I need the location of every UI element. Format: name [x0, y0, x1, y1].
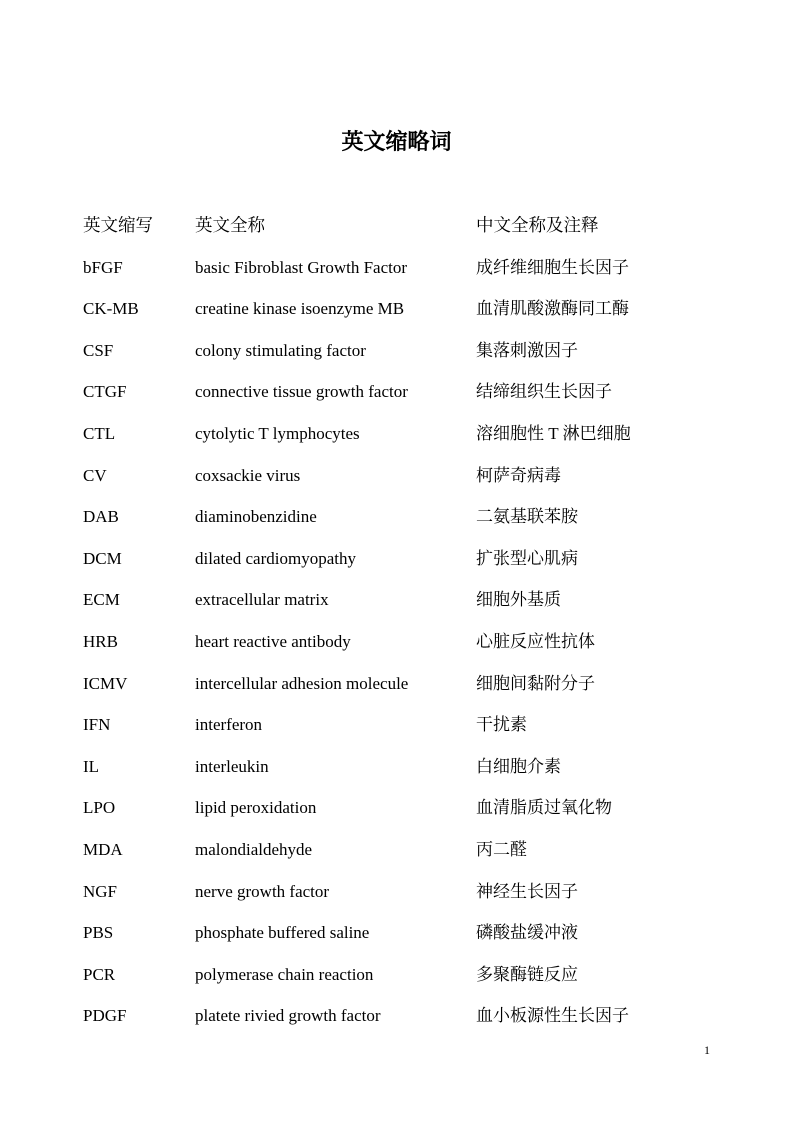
english-full-name-cell: dilated cardiomyopathy [195, 548, 356, 568]
english-full-name-cell: connective tissue growth factor [195, 382, 408, 402]
header-english-full-name: 英文全称 [195, 215, 265, 235]
table-row [83, 330, 723, 372]
chinese-name-cell: 磷酸盐缓冲液 [476, 923, 578, 943]
chinese-name-cell: 血小板源性生长因子 [476, 1006, 629, 1026]
table-row [83, 496, 723, 538]
table-row [83, 871, 723, 913]
abbreviation-cell: NGF [83, 881, 118, 901]
table-row [83, 787, 723, 829]
table-body [83, 247, 723, 1037]
english-full-name-cell: interleukin [195, 756, 269, 776]
english-full-name-cell: polymerase chain reaction [195, 964, 374, 984]
english-full-name-cell: nerve growth factor [195, 881, 330, 901]
chinese-name-cell: 血清脂质过氧化物 [476, 798, 612, 818]
chinese-name-cell: 扩张型心肌病 [476, 548, 578, 568]
chinese-name-cell: 干扰素 [476, 715, 527, 735]
abbreviation-cell: CK-MB [83, 299, 139, 319]
abbreviation-cell: CV [83, 465, 107, 485]
chinese-name-cell: 成纤维细胞生长因子 [476, 257, 629, 277]
table-row [83, 829, 723, 871]
abbreviation-cell: LPO [83, 798, 116, 818]
abbreviation-cell: HRB [83, 631, 118, 651]
abbreviation-cell: PDGF [83, 1006, 127, 1026]
abbreviation-cell: PBS [83, 923, 114, 943]
abbreviation-cell: IFN [83, 715, 111, 735]
table-row [83, 704, 723, 746]
abbreviation-cell: MDA [83, 839, 123, 859]
chinese-name-cell: 白细胞介素 [476, 756, 561, 776]
table-row [83, 663, 723, 705]
english-full-name-cell: interferon [195, 715, 263, 735]
table-row [83, 371, 723, 413]
english-full-name-cell: lipid peroxidation [195, 798, 317, 818]
abbreviation-cell: ICMV [83, 673, 128, 693]
english-full-name-cell: heart reactive antibody [195, 631, 351, 651]
chinese-name-cell: 丙二醛 [476, 839, 527, 859]
chinese-name-cell: 结缔组织生长因子 [476, 382, 612, 402]
header-chinese-name: 中文全称及注释 [476, 215, 599, 235]
chinese-name-cell: 细胞外基质 [476, 590, 561, 610]
chinese-name-cell: 集落刺激因子 [476, 340, 578, 360]
abbreviation-cell: bFGF [83, 257, 123, 277]
chinese-name-cell: 血清肌酸激酶同工酶 [476, 299, 629, 319]
english-full-name-cell: extracellular matrix [195, 590, 329, 610]
english-full-name-cell: basic Fibroblast Growth Factor [195, 257, 407, 277]
table-row [83, 288, 723, 330]
page-number: 1 [704, 1043, 710, 1057]
abbreviation-cell: IL [83, 756, 100, 776]
table-row [83, 538, 723, 580]
english-full-name-cell: cytolytic T lymphocytes [195, 423, 360, 443]
abbreviation-cell: CTL [83, 423, 116, 443]
english-full-name-cell: intercellular adhesion molecule [195, 673, 409, 693]
english-full-name-cell: diaminobenzidine [195, 507, 317, 527]
table-row [83, 579, 723, 621]
chinese-name-cell: 细胞间黏附分子 [476, 673, 595, 693]
table-row [83, 995, 723, 1037]
table-row [83, 247, 723, 289]
english-full-name-cell: colony stimulating factor [195, 340, 366, 360]
english-full-name-cell: coxsackie virus [195, 465, 301, 485]
page-title: 英文缩略词 [341, 129, 452, 154]
header-abbreviation: 英文缩写 [83, 215, 153, 235]
table-row [83, 912, 723, 954]
chinese-name-cell: 多聚酶链反应 [476, 964, 578, 984]
table-row [83, 746, 723, 788]
chinese-name-cell: 溶细胞性 T 淋巴细胞 [476, 423, 631, 443]
abbreviation-cell: DAB [83, 507, 119, 527]
abbreviation-cell: CSF [83, 340, 114, 360]
abbreviation-cell: DCM [83, 548, 122, 568]
english-full-name-cell: phosphate buffered saline [195, 923, 370, 943]
abbreviation-cell: PCR [83, 964, 116, 984]
table-header-row [83, 205, 723, 247]
abbreviation-cell: CTGF [83, 382, 127, 402]
chinese-name-cell: 心脏反应性抗体 [476, 631, 595, 651]
chinese-name-cell: 神经生长因子 [476, 881, 578, 901]
table-row [83, 455, 723, 497]
chinese-name-cell: 柯萨奇病毒 [476, 465, 561, 485]
english-full-name-cell: creatine kinase isoenzyme MB [195, 299, 405, 319]
table-row [83, 621, 723, 663]
chinese-name-cell: 二氨基联苯胺 [476, 507, 578, 527]
abbreviation-table [83, 205, 723, 1037]
abbreviation-cell: ECM [83, 590, 120, 610]
table-row [83, 413, 723, 455]
table-row [83, 954, 723, 996]
english-full-name-cell: malondialdehyde [195, 839, 313, 859]
english-full-name-cell: platete rivied growth factor [195, 1006, 381, 1026]
